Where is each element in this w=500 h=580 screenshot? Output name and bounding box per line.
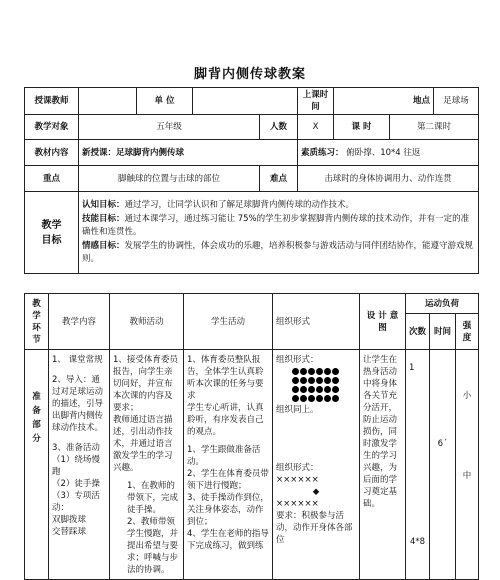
- difficulty-label: 难点: [260, 166, 298, 192]
- plan-row-warmup: [25, 350, 479, 580]
- period-label: 课 时: [334, 115, 390, 140]
- org-form-2: 组织同上。: [276, 405, 319, 415]
- intent-header: 设 计 意 图: [360, 294, 406, 350]
- content-item: 1、 课堂常规: [52, 355, 103, 365]
- org-form-1: 组织形式：: [276, 355, 319, 365]
- info-row-2: [25, 115, 479, 140]
- student-formation-diagram: [292, 368, 356, 402]
- student-activity-cell: [184, 350, 273, 580]
- content-header: 教学内容: [49, 294, 110, 350]
- org-form-3: 组织形式：: [276, 463, 319, 473]
- place-value: 足球场: [434, 88, 479, 115]
- student-item: 1、学生跟做准备活动。: [187, 445, 261, 467]
- key-label: 重点: [25, 166, 79, 192]
- teacher-label: 授课教师: [25, 88, 79, 115]
- content-item: （1）绕场慢跑: [52, 455, 100, 477]
- intensity-header: 强度: [456, 314, 479, 350]
- student-item: 2、学生在体育委员带领下进行慢跑；: [187, 469, 269, 491]
- intensity-value: 小: [462, 391, 472, 401]
- goals-cell: [79, 192, 479, 274]
- place-label: 地点: [334, 88, 434, 115]
- count-value: X: [298, 115, 334, 140]
- plan-table: [24, 293, 479, 580]
- key-value: 脚触球的位置与击球的部位: [79, 166, 260, 192]
- info-row-4: [25, 166, 479, 192]
- period-value: 第二课时: [390, 115, 479, 140]
- quality-value: 俯卧撑、10*4 往返: [346, 147, 421, 158]
- unit-value: [193, 88, 298, 115]
- info-row-1: [25, 88, 479, 115]
- content-item: 3、准备活动: [52, 443, 100, 453]
- count-label: 人数: [260, 115, 298, 140]
- info-table: [24, 87, 479, 274]
- stage-header: 教学环节: [25, 294, 49, 350]
- content-item: 交替踩球: [52, 527, 87, 537]
- duration-value: 6ˊ: [437, 439, 448, 449]
- organization-cell: [273, 350, 360, 580]
- teacher-item: 1、接受体育委员报告，向学生亲切问好，并宣布本次课的内容及要求；: [113, 355, 178, 413]
- load-header: 运动负荷: [406, 294, 479, 314]
- teacher-activity-header: 教师活动: [110, 294, 184, 350]
- cross-row: ××××××: [276, 475, 319, 485]
- goal-cognitive: 认知目标：通过学习，让同学认识和了解足球脚背内侧传球的动作技术。: [82, 199, 355, 210]
- content-item: 双脚拨球: [52, 515, 87, 525]
- teacher-item: 2、教师带领学生慢跑，并提出希望与要求；呼喊与步法的协调。: [127, 517, 179, 575]
- org-requirement: 要求：积极参与活动，动作开身体各部位: [276, 511, 353, 545]
- target-label: 教学对象: [25, 115, 79, 140]
- quality-label: 素质练习：: [301, 147, 344, 158]
- teacher-activity-cell: [110, 350, 184, 580]
- student-item: 1、体育委员整队报告，全体学生认真聆听本次课的任务与要求: [187, 355, 264, 401]
- student-item: 3、徒手操动作到位，关注身体姿态，动作到位；: [187, 493, 269, 527]
- content-item: 2、导入：通过对足球运动的描述，引导出脚背内侧传球动作技术。: [52, 375, 104, 433]
- target-value: 五年级: [79, 115, 260, 140]
- stage-value: 准备部分: [25, 350, 49, 580]
- duration-header: 时间: [430, 314, 456, 350]
- unit-label: 单 位: [137, 88, 193, 115]
- teacher-item: 1、在教师的带领下，完成徒手操。: [127, 481, 179, 515]
- goal-emotion: 情感目标：发展学生的协调性，体会成功的乐趣，培养积极参与游戏活动与同伴团结协作，能遵守游戏规则。: [82, 240, 474, 264]
- student-item: 4、学生在老师的指导下完成练习，做到练: [187, 529, 269, 551]
- content-cell: [49, 350, 110, 580]
- organization-header: 组织形式: [273, 294, 360, 350]
- student-activity-header: 学生活动: [184, 294, 273, 350]
- cross-row: ××××××: [276, 499, 319, 509]
- duration-cell: [430, 350, 456, 580]
- intensity-cell: [456, 350, 479, 580]
- content-item: （3）专项活动：: [52, 491, 100, 513]
- plan-header-row-1: [25, 294, 479, 314]
- teacher-item: 教师通过语言描述，引出动作技术，并通过语言激发学生的学习兴趣。: [113, 415, 173, 473]
- goal-skill: 技能目标：通过本课学习，通过练习能让 75%的学生初步掌握脚背内侧传球的技术动作，并有一定的准确性和连贯性。: [82, 213, 470, 237]
- times-header: 次数: [406, 314, 430, 350]
- difficulty-value: 击球时的身体协调用力、动作连贯: [298, 166, 479, 192]
- page-title: 脚背内侧传球教案: [193, 67, 306, 82]
- student-item: 学生专心听讲，认真聆听，有序发表自己的观点。: [187, 403, 264, 437]
- time-label: 上课时间: [298, 88, 334, 115]
- content-value: 新授课：足球脚背内侧传球: [79, 140, 298, 166]
- times-value: 4*8: [410, 537, 426, 547]
- goal-label: 教学目标: [25, 192, 79, 274]
- teacher-diamond-icon: ◆: [312, 487, 320, 497]
- content-item: （2）徒手操: [52, 479, 100, 489]
- times-value: 1: [409, 363, 415, 373]
- intent-cell: 让学生在热身活动中将身体各关节充分活开，防止运动损伤，同时激发学生的学习兴趣，为后面的学习奠定基础。: [360, 350, 406, 580]
- quality-cell: [298, 140, 479, 166]
- teacher-value: [79, 88, 137, 115]
- info-row-5: [25, 192, 479, 274]
- content-label: 教材内容: [25, 140, 79, 166]
- times-cell: [406, 350, 430, 580]
- info-row-3: [25, 140, 479, 166]
- intensity-value: 中: [462, 471, 472, 481]
